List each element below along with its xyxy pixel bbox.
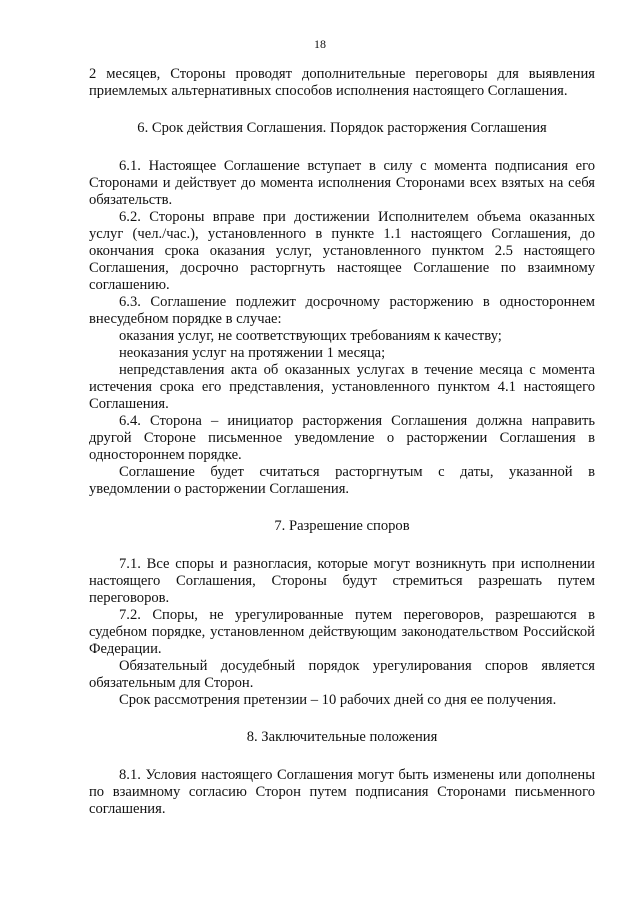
list-item-act: непредставления акта об оказанных услугах в течение месяца с момента истечения срока его представления, установленного пунктом 4.1 настоящего Соглашения.	[89, 362, 595, 412]
paragraph-6-3: 6.3. Соглашение подлежит досрочному расторжению в одностороннем внесудебном порядке в случае:	[89, 294, 595, 327]
paragraph-termination-date: Соглашение будет считаться расторгнутым с даты, указанной в уведомлении о расторжении Соглашения.	[89, 464, 595, 497]
paragraph-claim-term: Срок рассмотрения претензии – 10 рабочих дней со дня ее получения.	[119, 692, 557, 708]
section-heading-6: 6. Срок действия Соглашения. Порядок расторжения Соглашения	[137, 120, 547, 136]
list-item-non-provision: неоказания услуг на протяжении 1 месяца;	[119, 345, 386, 361]
list-item-quality: оказания услуг, не соответствующих требованиям к качеству;	[119, 328, 502, 344]
paragraph-7-1: 7.1. Все споры и разногласия, которые могут возникнуть при исполнении настоящего Соглашения, Стороны будут стремиться разрешать путем переговоров.	[89, 556, 595, 606]
section-heading-8: 8. Заключительные положения	[246, 729, 438, 745]
document-body	[89, 66, 595, 818]
page-number: 18	[314, 37, 326, 51]
paragraph-8-1: 8.1. Условия настоящего Соглашения могут быть изменены или дополнены по взаимному согласию Сторон путем подписания Сторонами письменного соглашения.	[89, 767, 595, 817]
paragraph-pretrial: Обязательный досудебный порядок урегулирования споров является обязательным для Сторон.	[89, 658, 595, 691]
paragraph-6-2: 6.2. Стороны вправе при достижении Исполнителем объема оказанных услуг (чел./час.), установленного в пункте 1.1 настоящего Соглашения, до окончания срока оказания услуг, установленного пунктом 2.5 настоящего Соглашения, досрочно расторгнуть настоящее Соглашение по взаимному соглашению.	[89, 209, 595, 293]
paragraph-6-4: 6.4. Сторона – инициатор расторжения Соглашения должна направить другой Стороне письменное уведомление о расторжении Соглашения в одностороннем порядке.	[89, 413, 595, 463]
paragraph-7-2: 7.2. Споры, не урегулированные путем переговоров, разрешаются в судебном порядке, установленном действующим законодательством Российской Федерации.	[89, 607, 595, 657]
paragraph-6-1: 6.1. Настоящее Соглашение вступает в силу с момента подписания его Сторонами и действует до момента исполнения Сторонами всех взятых на себя обязательств.	[89, 158, 595, 208]
paragraph-continuation: 2 месяцев, Стороны проводят дополнительные переговоры для выявления приемлемых альтернативных способов исполнения настоящего Соглашения.	[89, 66, 595, 99]
section-heading-7: 7. Разрешение споров	[274, 518, 410, 534]
